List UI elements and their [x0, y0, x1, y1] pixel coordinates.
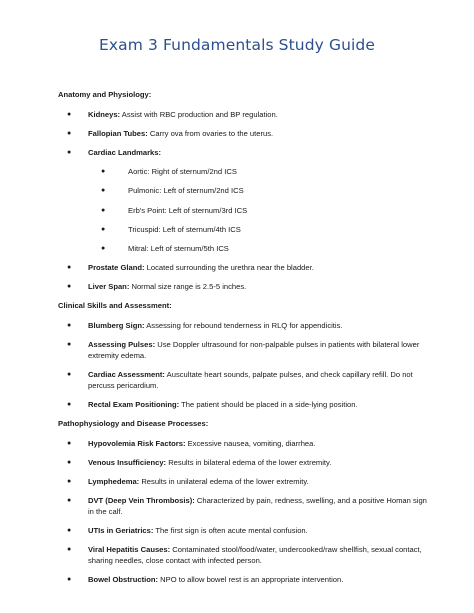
item-term: UTIs in Geriatrics:: [88, 525, 154, 535]
list-item: [58, 148, 430, 255]
sub-list-item: [58, 206, 430, 217]
list-item: [58, 340, 430, 361]
bullet-icon: ●: [67, 322, 72, 330]
sub-list-item: [58, 186, 430, 197]
item-text: Carry ova from ovaries to the uterus.: [147, 128, 274, 138]
list-item: [58, 458, 430, 469]
bullet-icon: ●: [101, 225, 106, 233]
item-term: Rectal Exam Positioning:: [88, 399, 180, 409]
section-heading: Anatomy and Physiology:: [58, 90, 152, 99]
bullet-icon: ●: [67, 575, 72, 583]
bullet-icon: ●: [67, 341, 72, 349]
bullet-icon: ●: [67, 546, 72, 554]
item-text: Results in unilateral edema of the lower extremity.: [139, 476, 309, 486]
list-item: [58, 129, 430, 140]
list-item: [58, 439, 430, 450]
bullet-list: [58, 439, 430, 586]
list-item: [58, 321, 430, 332]
item-term: Cardiac Assessment:: [88, 370, 165, 380]
item-text: Excessive nausea, vomiting, diarrhea.: [185, 438, 316, 448]
bullet-list: [58, 321, 430, 410]
item-term: Viral Hepatitis Causes:: [88, 545, 171, 555]
bullet-icon: ●: [67, 148, 72, 156]
sub-item-text: Mitral: Left of sternum/5th ICS: [128, 243, 229, 253]
bullet-icon: ●: [67, 497, 72, 505]
list-item: [58, 575, 430, 586]
item-text: Normal size range is 2.5-5 inches.: [129, 282, 247, 292]
bullet-icon: ●: [67, 110, 72, 118]
bullet-icon: ●: [67, 283, 72, 291]
item-term: Kidneys:: [88, 109, 121, 119]
bullet-icon: ●: [67, 477, 72, 485]
list-item: [58, 263, 430, 274]
bullet-icon: ●: [67, 400, 72, 408]
list-item: [58, 545, 430, 566]
list-item: [58, 400, 430, 411]
item-text: The first sign is often acute mental confusion.: [153, 525, 308, 535]
sub-item-text: Tricuspid: Left of sternum/4th ICS: [128, 224, 241, 234]
section: [58, 90, 430, 293]
bullet-icon: ●: [101, 206, 106, 214]
item-text: Located surrounding the urethra near the bladder.: [144, 263, 314, 273]
item-term: Cardiac Landmarks:: [88, 147, 162, 157]
item-text: Assist with RBC production and BP regulation.: [120, 109, 278, 119]
item-term: Venous Insufficiency:: [88, 457, 167, 467]
section-heading: Pathophysiology and Disease Processes:: [58, 419, 209, 428]
bullet-list: [58, 110, 430, 293]
item-term: Blumberg Sign:: [88, 321, 145, 331]
list-item: [58, 110, 430, 121]
list-item: [58, 370, 430, 391]
bullet-icon: ●: [67, 526, 72, 534]
list-item: [58, 496, 430, 517]
sub-list-item: [58, 225, 430, 236]
item-text: Contaminated stool/food/water, undercooked/raw shellfish, sexual contact, sharing needles, close contact with infected person.: [88, 545, 422, 565]
bullet-icon: ●: [67, 439, 72, 447]
bullet-icon: ●: [101, 168, 106, 176]
item-term: Hypovolemia Risk Factors:: [88, 438, 186, 448]
document-body: [58, 90, 430, 594]
list-item: [58, 526, 430, 537]
section: [58, 301, 430, 410]
bullet-icon: ●: [101, 244, 106, 252]
item-text: The patient should be placed in a side-lying position.: [179, 399, 358, 409]
bullet-icon: ●: [67, 129, 72, 137]
item-term: Lymphedema:: [88, 476, 140, 486]
item-text: Assessing for rebound tenderness in RLQ for appendicitis.: [144, 321, 343, 331]
item-text: NPO to allow bowel rest is an appropriate intervention.: [158, 574, 344, 584]
bullet-icon: ●: [67, 264, 72, 272]
document-title: Exam 3 Fundamentals Study Guide: [99, 36, 375, 54]
section: [58, 419, 430, 586]
bullet-icon: ●: [101, 187, 106, 195]
item-term: DVT (Deep Vein Thrombosis):: [88, 496, 195, 506]
item-term: Fallopian Tubes:: [88, 128, 148, 138]
sub-list-item: [58, 244, 430, 255]
list-item: [58, 282, 430, 293]
item-text: Auscultate heart sounds, palpate pulses, and check capillary refill. Do not percuss pericardium.: [88, 370, 413, 390]
item-text: Results in bilateral edema of the lower extremity.: [166, 457, 332, 467]
sub-bullet-list: [58, 167, 430, 254]
section-heading: Clinical Skills and Assessment:: [58, 301, 172, 311]
sub-item-text: Pulmonic: Left of sternum/2nd ICS: [128, 186, 244, 196]
sub-item-text: Erb's Point: Left of sternum/3rd ICS: [128, 205, 248, 215]
item-text: Characterized by pain, redness, swelling, and a positive Homan sign in the calf.: [88, 496, 427, 516]
item-term: Prostate Gland:: [88, 263, 145, 273]
bullet-icon: ●: [67, 458, 72, 466]
bullet-icon: ●: [67, 371, 72, 379]
sub-item-text: Aortic: Right of sternum/2nd ICS: [128, 167, 237, 177]
item-term: Assessing Pulses:: [88, 340, 156, 350]
item-text: Use Doppler ultrasound for non-palpable pulses in patients with bilateral lower extremity edema.: [88, 340, 420, 360]
item-term: Bowel Obstruction:: [88, 574, 159, 584]
item-term: Liver Span:: [88, 282, 130, 292]
sub-list-item: [58, 167, 430, 178]
list-item: [58, 477, 430, 488]
